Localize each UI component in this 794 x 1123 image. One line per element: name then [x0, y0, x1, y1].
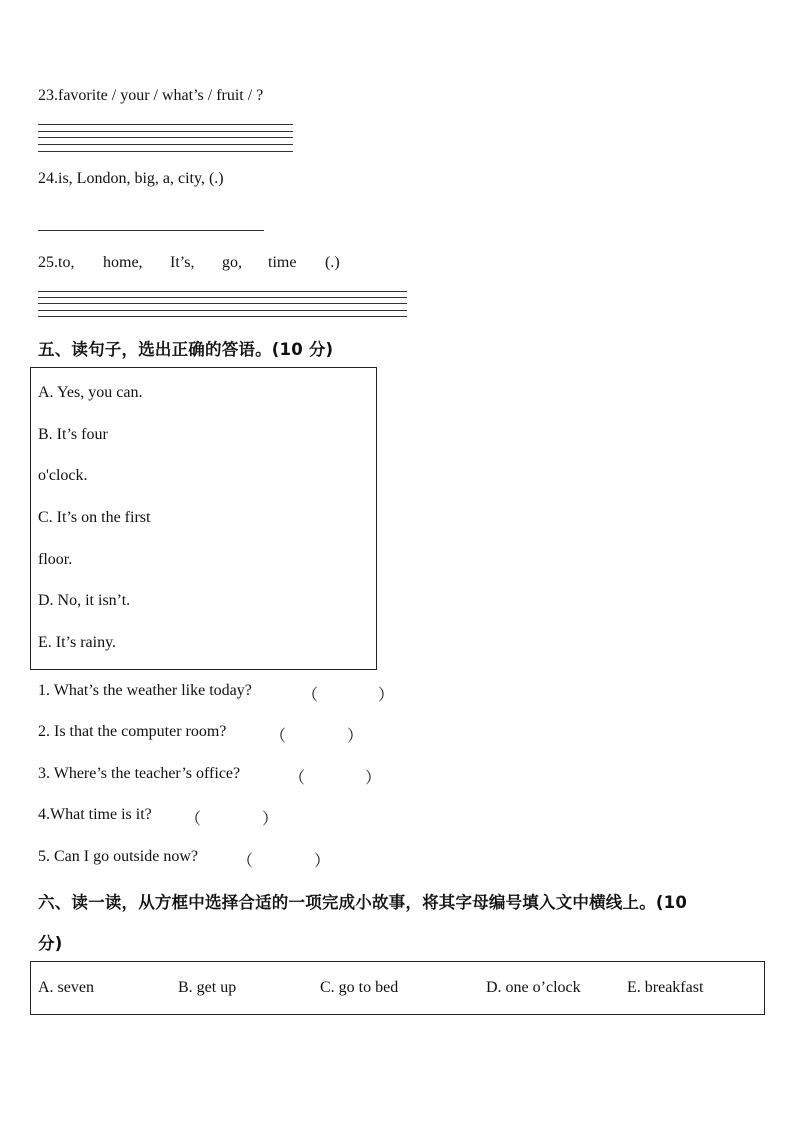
option-item: D. No, it isn’t. — [38, 592, 131, 609]
answer-line[interactable] — [38, 291, 407, 292]
answer-line[interactable] — [38, 137, 293, 138]
question-23: 23.favorite / your / what’s / fruit / ? — [38, 87, 264, 104]
question-item: 2. Is that the computer room? — [38, 723, 227, 740]
option-item: E. It’s rainy. — [38, 634, 117, 651]
answer-line[interactable] — [38, 131, 293, 132]
option-item: B. It’s four — [38, 426, 108, 443]
question-25-word: It’s, — [170, 254, 195, 271]
question-25-word: home, — [103, 254, 143, 271]
question-item: 3. Where’s the teacher’s office? — [38, 765, 241, 782]
section-5-heading: 五、读句子，选出正确的答语。(10 分) — [38, 340, 334, 359]
word-bank-option: C. go to bed — [320, 979, 399, 996]
word-bank-option: E. breakfast — [627, 979, 704, 996]
answer-line[interactable] — [38, 316, 407, 317]
answer-paren-close[interactable]: ） — [365, 770, 382, 787]
question-item: 5. Can I go outside now? — [38, 848, 198, 865]
answer-line[interactable] — [38, 297, 407, 298]
question-item: 1. What’s the weather like today? — [38, 682, 252, 699]
option-item: o'clock. — [38, 467, 88, 484]
answer-paren-close[interactable]: ） — [378, 687, 395, 704]
word-bank-option: A. seven — [38, 979, 94, 996]
option-item: C. It’s on the first — [38, 509, 151, 526]
answer-paren-close[interactable]: ） — [262, 811, 279, 828]
answer-line[interactable] — [38, 230, 264, 231]
answer-line[interactable] — [38, 303, 407, 304]
answer-line[interactable] — [38, 151, 293, 152]
question-25-word: (.) — [325, 254, 340, 271]
answer-paren-open[interactable]: （ — [289, 770, 306, 787]
question-25-word: time — [268, 254, 297, 271]
question-item: 4.What time is it? — [38, 806, 152, 823]
option-item: floor. — [38, 551, 73, 568]
answer-line[interactable] — [38, 124, 293, 125]
word-bank-option: B. get up — [178, 979, 237, 996]
answer-paren-open[interactable]: （ — [237, 853, 254, 870]
question-25-word: go, — [222, 254, 242, 271]
section-6-heading: 六、读一读，从方框中选择合适的一项完成小故事，将其字母编号填入文中横线上。(10 — [38, 893, 688, 912]
question-25-num: 25.to, — [38, 254, 75, 271]
section-6-heading-cont: 分) — [38, 934, 63, 953]
answer-paren-open[interactable]: （ — [302, 687, 319, 704]
option-item: A. Yes, you can. — [38, 384, 143, 401]
answer-paren-open[interactable]: （ — [185, 811, 202, 828]
answer-line[interactable] — [38, 144, 293, 145]
question-24: 24.is, London, big, a, city, (.) — [38, 170, 224, 187]
answer-paren-open[interactable]: （ — [270, 728, 287, 745]
word-bank-option: D. one o’clock — [486, 979, 581, 996]
answer-line[interactable] — [38, 310, 407, 311]
answer-paren-close[interactable]: ） — [314, 853, 331, 870]
answer-paren-close[interactable]: ） — [347, 728, 364, 745]
